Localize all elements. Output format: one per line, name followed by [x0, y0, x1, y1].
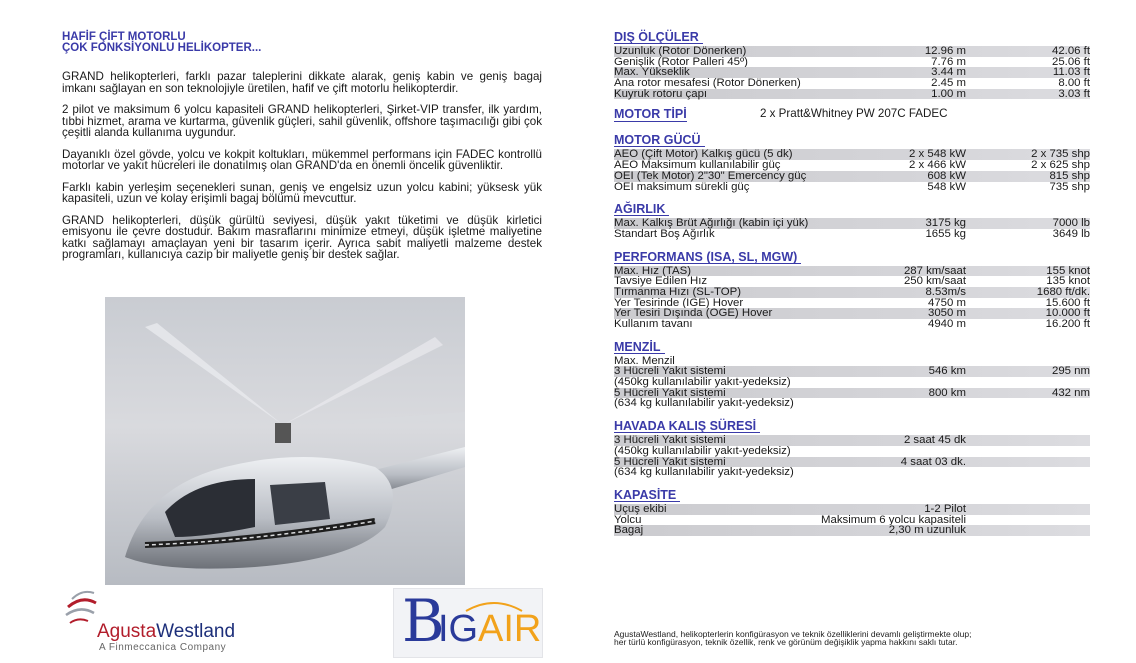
section-motor-tipi	[614, 107, 1090, 122]
section-title: MOTOR TİPİ	[614, 107, 687, 122]
intro-heading-line2: ÇOK FONKSİYONLU HELİKOPTER...	[62, 42, 262, 54]
spec-row: Yer Tesirinde (IGE) Hover 4750 m 15.600 ft	[614, 296, 1090, 309]
spec-row: (450kg kullanılabilir yakıt-yedeksiz)	[614, 444, 791, 457]
spec-row: 3 Hücreli Yakıt sistemi 546 km 295 nm	[614, 365, 1090, 378]
agustawestland-emblem-icon	[64, 585, 98, 627]
disclaimer-footer	[614, 630, 1054, 646]
spec-row: (634 kg kullanılabilir yakıt-yedeksiz)	[614, 397, 794, 410]
section-title: MOTOR GÜCÜ	[614, 134, 705, 147]
intro-paragraph-2: 2 pilot ve maksimum 6 yolcu kapasiteli GRAND helikopterleri, Şirket-VIP transfer, ilk yardım, tıbbi hizmet, arama ve kurtarma, güvenlik güçleri, sahil güvenlik, offshore taşımacılığı gibi çok çeşitli alanda kullanıma uygundur.	[62, 103, 542, 139]
helicopter-illustration	[105, 297, 465, 585]
agustawestland-logo	[62, 585, 282, 657]
spec-row: (450kg kullanılabilir yakıt-yedeksiz)	[614, 376, 791, 389]
bigair-letters-air: AIR	[478, 608, 542, 650]
spec-row: Ana rotor mesafesi (Rotor Dönerken) 2.45 m 8.00 ft	[614, 77, 1090, 90]
spec-row: 5 Hücreli Yakıt sistemi 4 saat 03 dk.	[614, 457, 1090, 468]
spec-row: Yolcu Maksimum 6 yolcu kapasiteli	[614, 513, 966, 526]
bigair-letter-b: B	[402, 587, 445, 655]
spec-row: Standart Boş Ağırlık 1655 kg 3649 lb	[614, 227, 1090, 240]
spec-row: OEI (Tek Motor) 2"30" Emercency güç 608 kW 815 shp	[614, 169, 1090, 182]
section-title: AĞIRLIK	[614, 203, 669, 216]
bigair-letters-ig: IG	[438, 608, 479, 650]
section-menzil	[614, 338, 1090, 409]
section-agirlik	[614, 200, 1090, 239]
spec-row: Genişlik (Rotor Palleri 45º) 7.76 m 25.06 ft	[614, 55, 1090, 68]
intro-paragraph-1: GRAND helikopterleri, farklı pazar taleplerini dikkate alarak, geniş kabin ve geniş bagaj imkanı sağlayan en son teknolojiyle üretilen, hafif ve çift motorlu helikopterdir.	[62, 70, 542, 95]
spec-row: OEI maksimum sürekli güç 548 kW 735 shp	[614, 180, 1090, 193]
spec-row: Kullanım tavanı 4940 m 16.200 ft	[614, 318, 1090, 330]
section-dis-olculer	[614, 28, 1090, 99]
spec-row: (634 kg kullanılabilir yakıt-yedeksiz)	[614, 466, 794, 479]
spec-row: Bagaj 2,30 m uzunluk	[614, 525, 1090, 536]
agustawestland-wordmark: AgustaWestland	[97, 621, 236, 642]
spec-row: 5 Hücreli Yakıt sistemi 800 km 432 nm	[614, 386, 1090, 399]
spec-row: 3 Hücreli Yakıt sistemi 2 saat 45 dk	[614, 435, 1090, 446]
disclaimer-line-1: AgustaWestland, helikopterlerin konfigürasyon ve teknik özelliklerini devamlı geliştirmekte olup;	[614, 629, 972, 639]
disclaimer-line-2: her türlü konfigürasyon, teknik özellik, renk ve görünüm değişiklik yapma hakkını saklı tutar.	[614, 637, 958, 647]
section-title: MENZİL	[614, 341, 665, 354]
intro-paragraph-4: Farklı kabin yerleşim seçenekleri sunan, geniş ve engelsiz uzun yolcu kabini; yüksesk yük kapasiteli, uzun ve kolay erişimli bagaj bölümü mevcuttur.	[62, 180, 542, 205]
agustawestland-subtitle: A Finmeccanica Company	[99, 642, 227, 653]
section-havada-kalis	[614, 417, 1090, 478]
spec-row: Tavsiye Edilen Hız 250 km/saat 135 knot	[614, 275, 1090, 288]
intro-paragraph-3: Dayanıklı özel gövde, yolcu ve kokpit koltukları, mükemmel performans için FADEC kontrollü motorlar ve yakıt hücreleri ile donatılmış olan GRAND'da en önemli öncelik güvenliktir.	[62, 147, 542, 172]
bigair-logo	[393, 588, 543, 658]
spec-row: Uzunluk (Rotor Dönerken) 12.96 m 42.06 ft	[614, 45, 1090, 57]
spec-row: Max. Hız (TAS) 287 km/saat 155 knot	[614, 264, 1090, 277]
section-title: HAVADA KALIŞ SÜRESİ	[614, 420, 760, 433]
spec-row: Max. Menzil	[614, 354, 675, 367]
intro-paragraph-5: GRAND helikopterleri, düşük gürültü seviyesi, düşük yakıt tüketimi ve düşük kirletici emisyonu ile çevre dostudur. Bakım masraflarını minimize etmeyi, düşük işletme maliyetine katkı sağlamayı amaçlayan yeni bir tasarım içerir. Ayrıca sabit maliyetli malzeme destek programları, kullanıcıya cazip bir maliyetle geniş bir destek sağlar.	[62, 213, 542, 261]
section-title: PERFORMANS (ISA, SL, MGW)	[614, 251, 801, 264]
section-kapasite	[614, 486, 1090, 536]
motor-tipi-value: 2 x Pratt&Whitney PW 207C FADEC	[760, 107, 948, 121]
spec-row: Uçuş ekibi 1-2 Pilot	[614, 504, 1090, 515]
specs-column	[614, 28, 1090, 544]
spec-row: Yer Tesiri Dışında (OGE) Hover 3050 m 10.000 ft	[614, 307, 1090, 320]
spec-row: Kuyruk rotoru çapı 1.00 m 3.03 ft	[614, 87, 1090, 100]
spec-row: AEO Maksimum kullanılabilir güç 2 x 466 kW 2 x 625 shp	[614, 159, 1090, 172]
spec-row: Max. Kalkış Brüt Ağırlığı (kabin içi yük) 3175 kg 7000 lb	[614, 217, 1090, 230]
intro-heading	[62, 32, 542, 54]
spec-row: Max. Yükseklik 3.44 m 11.03 ft	[614, 66, 1090, 79]
spec-row: Tırmanma Hızı (SL-TOP) 8.53m/s 1680 ft/dk.	[614, 285, 1090, 298]
spec-row: AEO (Çift Motor) Kalkış gücü (5 dk) 2 x 548 kW 2 x 735 shp	[614, 148, 1090, 161]
section-performans	[614, 248, 1090, 330]
section-motor-gucu	[614, 131, 1090, 192]
section-title: DIŞ ÖLÇÜLER	[614, 31, 703, 44]
section-title: KAPASİTE	[614, 489, 680, 502]
intro-heading-line1: HAFİF ÇİFT MOTORLU	[62, 31, 186, 43]
intro-column	[62, 32, 542, 271]
helicopter-photo	[105, 297, 465, 585]
